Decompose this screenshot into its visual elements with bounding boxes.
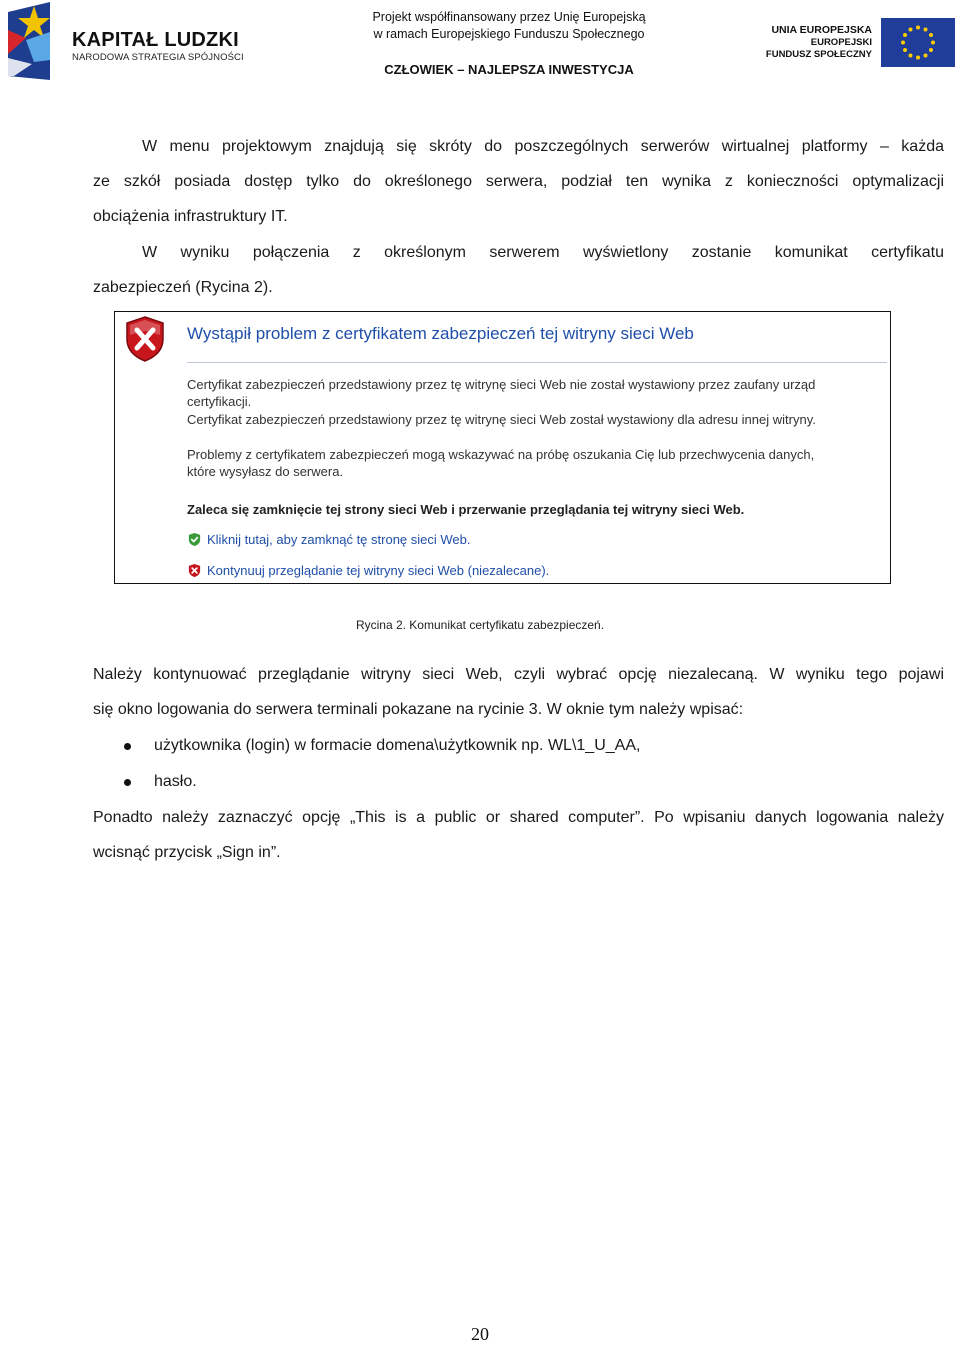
eu-label-3: FUNDUSZ SPOŁECZNY: [765, 49, 872, 60]
paragraph-3-line-2: się okno logowania do serwera terminali pokazane na rycinie 3. W oknie tym należy wpisać:: [93, 701, 744, 718]
close-page-link-label: Kliknij tutaj, aby zamknąć tę stronę sieci Web.: [207, 532, 471, 547]
page-header: [0, 0, 960, 90]
paragraph-1-line-1: W menu projektowym znajdują się skróty do poszczególnych serwerów wirtualnej platformy – każda: [142, 138, 944, 155]
continue-browsing-link[interactable]: [187, 563, 549, 578]
red-shield-x-icon: [187, 563, 202, 578]
warning-message-1-line-2: certyfikacji.: [187, 394, 252, 409]
title-divider: [187, 362, 887, 363]
green-shield-check-icon: [187, 532, 202, 547]
shield-error-icon: [123, 315, 167, 363]
bullet-item-login: użytkownika (login) w formacie domena\użytkownik np. WL\1_U_AA,: [154, 737, 641, 754]
eu-label-2: EUROPEJSKI: [810, 37, 872, 48]
warning-message-3-line-1: Problemy z certyfikatem zabezpieczeń mogą wskazywać na próbę oszukania Cię lub przechwycenia danych,: [187, 447, 815, 462]
warning-message-1-line-1: Certyfikat zabezpieczeń przedstawiony przez tę witrynę sieci Web nie został wystawiony przez zaufany urząd: [187, 377, 816, 392]
project-line-2: w ramach Europejskiego Funduszu Społecznego: [373, 27, 645, 41]
paragraph-2-line-1: W wyniku połączenia z określonym serwerem wyświetlony zostanie komunikat certyfikatu: [142, 244, 944, 261]
warning-message-2: Certyfikat zabezpieczeń przedstawiony przez tę witrynę sieci Web został wystawiony dla adresu innej witryny.: [187, 412, 816, 427]
logo-subtitle: NARODOWA STRATEGIA SPÓJNOŚCI: [72, 52, 244, 63]
paragraph-4-line-1: Ponadto należy zaznaczyć opcję „This is a public or shared computer”. Po wpisaniu danych logowania należy: [93, 809, 944, 826]
paragraph-2-line-2: zabezpieczeń (Rycina 2).: [93, 279, 273, 296]
paragraph-1-line-2: ze szkół posiada dostęp tylko do określonego serwera, podział ten wynika z konieczności optymalizacji: [93, 173, 944, 190]
motto: CZŁOWIEK – NAJLEPSZA INWESTYCJA: [384, 62, 634, 77]
continue-browsing-link-label: Kontynuuj przeglądanie tej witryny sieci Web (niezalecane).: [207, 563, 550, 578]
eu-label-1: UNIA EUROPEJSKA: [771, 24, 872, 36]
figure-caption: Rycina 2. Komunikat certyfikatu zabezpieczeń.: [355, 618, 605, 632]
recommendation-text: Zaleca się zamknięcie tej strony sieci Web i przerwanie przeglądania tej witryny sieci Web.: [187, 502, 745, 517]
certificate-warning-title: Wystąpił problem z certyfikatem zabezpieczeń tej witryny sieci Web: [187, 324, 694, 343]
paragraph-1-line-3: obciążenia infrastruktury IT.: [93, 208, 288, 225]
bullet-dot: [124, 779, 131, 786]
paragraph-4-line-2: wcisnąć przycisk „Sign in”.: [93, 844, 281, 861]
warning-message-3-line-2: które wysyłasz do serwera.: [187, 464, 344, 479]
paragraph-3-line-1: Należy kontynuować przeglądanie witryny sieci Web, czyli wybrać opcję niezalecaną. W wyniku tego pojawi: [93, 666, 944, 683]
eu-flag-icon: [881, 18, 955, 67]
close-page-link[interactable]: [187, 532, 471, 547]
certificate-warning-screenshot: [114, 311, 891, 584]
bullet-dot: [124, 743, 131, 750]
kapital-ludzki-logo-icon: [4, 2, 54, 82]
logo-title: KAPITAŁ LUDZKI: [72, 29, 239, 51]
page-number: 20: [471, 1324, 489, 1344]
bullet-item-password: hasło.: [154, 773, 197, 790]
project-line-1: Projekt współfinansowany przez Unię Europejską: [372, 10, 646, 24]
